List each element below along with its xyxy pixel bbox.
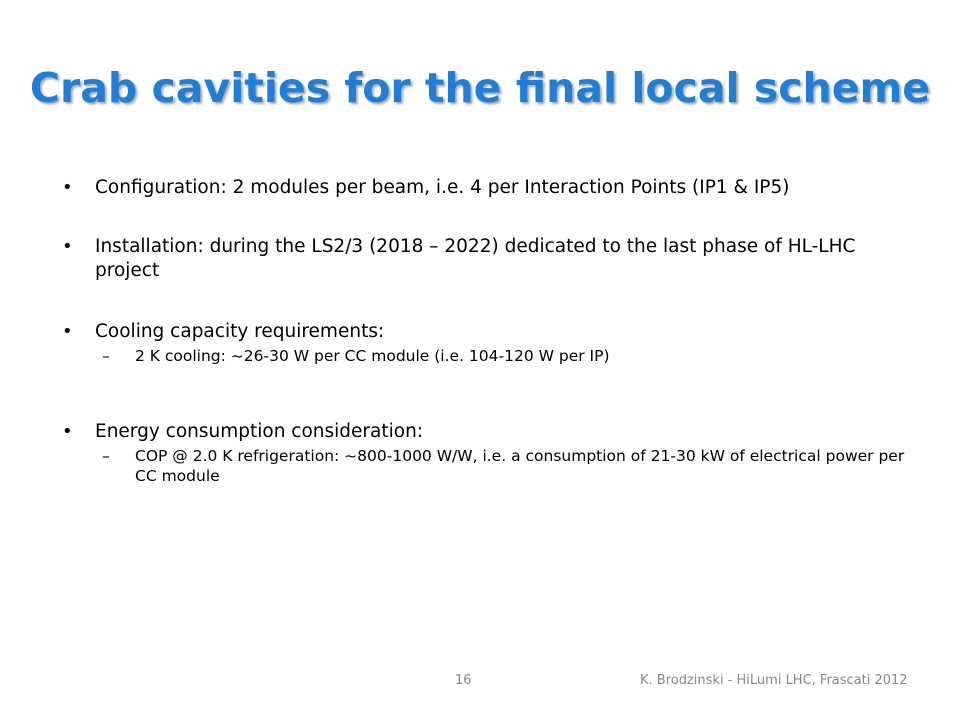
- sub-bullet-text: 2 K cooling: ~26-30 W per CC module (i.e. 104-120 W per IP): [135, 347, 610, 365]
- slide-title: Crab cavities for the final local scheme: [29, 64, 931, 112]
- bullet-installation: [62, 235, 922, 283]
- bullet-icon: •: [62, 236, 73, 257]
- bullet-configuration: [62, 176, 789, 200]
- bullet-icon: •: [62, 421, 73, 442]
- bullet-icon: •: [62, 177, 73, 198]
- bullet-icon: •: [62, 321, 73, 342]
- bullet-energy: [62, 420, 922, 444]
- sub-bullet-cooling: [62, 346, 610, 366]
- bullet-text: Energy consumption consideration:: [95, 421, 424, 442]
- dash-icon: –: [102, 447, 110, 465]
- bullet-cooling: [62, 320, 610, 344]
- page-number: 16: [455, 673, 472, 688]
- bullet-text: Configuration: 2 modules per beam, i.e. 4 per Interaction Points (IP1 & IP5): [95, 177, 790, 198]
- sub-bullet-text: COP @ 2.0 K refrigeration: ~800-1000 W/W, i.e. a consumption of 21-30 kW of electrical power per CC module: [135, 447, 905, 485]
- bullet-text: Cooling capacity requirements:: [95, 321, 385, 342]
- sub-bullet-energy: [62, 446, 922, 486]
- bullet-group-energy: [62, 420, 922, 486]
- bullet-text: Installation: during the LS2/3 (2018 – 2022) dedicated to the last phase of HL-LHC project: [95, 236, 856, 281]
- dash-icon: –: [102, 347, 110, 365]
- footer-credit: K. Brodzinski - HiLumi LHC, Frascati 2012: [640, 673, 908, 688]
- bullet-group-cooling: [62, 320, 610, 366]
